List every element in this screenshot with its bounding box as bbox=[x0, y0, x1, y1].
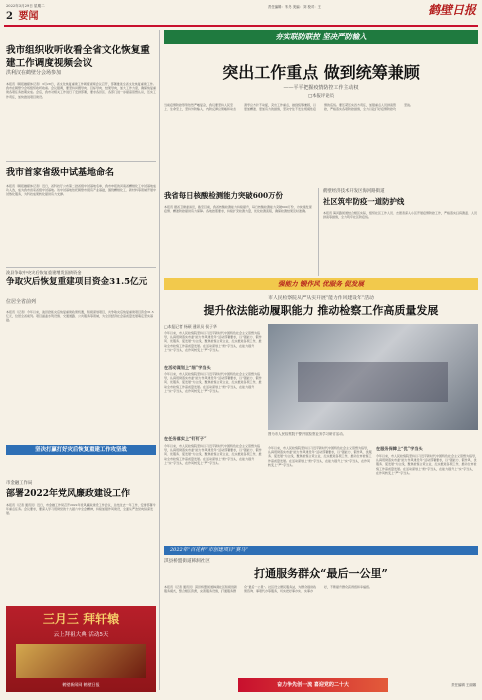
lower-body-2: 今年以来，市人民检察院坚持以习近平新时代中国特色社会主义思想为指导，认真贯彻落实市委“能力作风建设年”活动部署要求，以“强能力、锻作风、优服务、促发展”为主线，聚焦检察主责主业，扎实推进各项工作，推动全市检察工作高质量发展。在活动谋划上“细”字当头，在能力提升上“实”字当头，在作风转变上“严”字当头。 bbox=[164, 372, 262, 393]
bottom-strip: 2022年“百花杯”市创建项目“赛马” bbox=[170, 547, 248, 553]
header-rule bbox=[4, 25, 478, 27]
lower-body: 今年以来，市人民检察院坚持以习近平新时代中国特色社会主义思想为指导，认真贯彻落实市委“能力作风建设年”活动部署要求，以“强能力、锻作风、优服务、促发展”为主线，聚焦检察主责主业，扎实推进各项工作，推动全市检察工作高质量发展。在活动谋划上“细”字当头，在能力提升上“实”字当头，在作风转变上“严”字当头。 bbox=[164, 331, 262, 352]
lower-body-5: 今年以来，市人民检察院坚持以习近平新时代中国特色社会主义思想为指导，认真贯彻落实市委“能力作风建设年”活动部署要求，以“强能力、锻作风、优服务、促发展”为主线，聚焦检察主责主业，扎实推进各项工作，推动全市检察工作高质量发展。在活动谋划上“细”字当头，在能力提升上“实”字当头，在作风转变上“严”字当头。 bbox=[376, 454, 478, 475]
lower-photo bbox=[268, 324, 478, 430]
feature-byline: □本报评论员 bbox=[307, 94, 335, 99]
a2-title: 我市首家省级中试基地命名 bbox=[6, 168, 115, 178]
b1-body: 本报讯 据省卫健委消息，截至目前，我省核酸检测能力持续提升，每日核酸检测能力突破600万份，为快速发现疫情、精准防控提供有力保障。各地按照要求，持续扩充检测力量，优化检测流程，确保检测结果及时准确。 bbox=[164, 205, 312, 214]
column-divider bbox=[318, 188, 319, 276]
a1-sub: 洪利汉在鹤壁分会场参加 bbox=[6, 70, 62, 76]
a3-body: 本报讯（记者）今年以来，浚县抢抓灾后恢复重建政策机遇，积极谋划项目，共争取灾后恢复重建项目资金31.5亿元，位居全省前列。项目涵盖水利设施、交通道路、公共服务等领域，为全县经济社会高质量发展奠定坚实基础。 bbox=[6, 310, 154, 323]
ad-title: 三月三 拜轩辕 bbox=[42, 612, 120, 626]
feature-body: 当前疫情防控形势依然严峻复杂，我们要坚持人民至上、生命至上，坚持外防输入、内防反弹总策略和动态清零总方针不动摇，突出工作重点，做到统筹兼顾，以更加精准、更加有力的措施，坚决守住不发生规模性疫情的底线。要压紧压实四方责任，加强重点人员排查管控，严格落实各项防控措施，全力以赴打好疫情防控攻坚战。 bbox=[164, 103, 414, 112]
column-divider bbox=[159, 30, 160, 690]
lower-kicker: 市人民检察院从严从实开展“能力作风建设年”活动 bbox=[268, 296, 374, 301]
a1-body: 本报讯（鹤报融媒体记者）3月28日，省文化恢复重建工作调度视频会议召开，部署推进全省文化恢复重建工作。我市在鹤壁分会场组织收听收看。会议强调，要坚持问题导向、目标导向、结果导向，加大工作力度，确保恢复重建各项任务按期完成。会后，我市对相关工作进行了安排部署，要求各县区、各部门进一步提高思想认识，压实工作责任，加快推进项目建设。 bbox=[6, 82, 156, 99]
b2-kicker: 鹤壁经济技术开发区海河路街道 bbox=[323, 189, 385, 194]
b1-title: 我省每日核酸检测能力突破600万份 bbox=[164, 191, 283, 200]
page-num: 2 bbox=[6, 11, 13, 22]
lower-body-3: 今年以来，市人民检察院坚持以习近平新时代中国特色社会主义思想为指导，认真贯彻落实市委“能力作风建设年”活动部署要求，以“强能力、锻作风、优服务、促发展”为主线，聚焦检察主责主业，扎实推进各项工作，推动全市检察工作高质量发展。在活动谋划上“细”字当头，在能力提升上“实”字当头，在作风转变上“严”字当头。 bbox=[164, 444, 262, 465]
festival-ad bbox=[6, 606, 156, 692]
photo-caption: 图为市人民检察院干警开展检察业务学习研讨活动。 bbox=[268, 432, 346, 436]
bottom-body: 本报讯（记者 通讯员）淇县桥盟街道韩洞社区积极创新服务模式，整合辖区资源，完善服务设施，打通服务群众“最后一公里”。社区设立便民服务站，为群众提供政策咨询、事项代办等服务，切实把好事办实、实事办好，不断提升群众获得感和幸福感。 bbox=[164, 585, 373, 594]
lower-banner-bg bbox=[164, 278, 478, 290]
footer-ad-bg bbox=[238, 678, 388, 692]
feature-headline: 突出工作重点 做到统筹兼顾 bbox=[222, 63, 420, 82]
feature-banner-bg bbox=[164, 30, 478, 44]
a4-title: 部署2022年党风廉政建设工作 bbox=[6, 489, 131, 499]
photo-people bbox=[298, 362, 448, 402]
ad-footer: 鹤壁新闻网 鹤壁日报 bbox=[62, 682, 100, 687]
lower-headline: 提升依法能动履职能力 推动检察工作高质量发展 bbox=[203, 304, 439, 317]
bottom-headline: 打通服务群众“最后一公里” bbox=[254, 567, 388, 580]
footer-editor: 责任编辑 王丽娜 bbox=[451, 683, 476, 687]
bottom-strip-bg bbox=[164, 546, 478, 555]
a4-kicker: 市金融工作局 bbox=[6, 481, 33, 486]
a1-title: 我市组织收听收看全省文化恢复重建工作调度视频会议 bbox=[6, 45, 150, 69]
divider bbox=[6, 267, 156, 268]
slogan-band: 坚决打赢打好灾后恢复重建工作攻坚战 bbox=[6, 445, 156, 455]
feature-sub: ——平平把握疫情防控工作主动权 bbox=[283, 85, 359, 91]
divider bbox=[6, 161, 156, 162]
subhead-2: 在任务落实上“钉钉子” bbox=[164, 436, 207, 441]
lower-banner: 强能力 锻作风 优服务 促发展 bbox=[277, 280, 364, 288]
bottom-kicker: 淇县桥盟街道韩洞社区 bbox=[164, 559, 210, 564]
b2-body: 本报讯 海河路街道结合辖区实际，组织社区工作人员、志愿者深入小区开展疫情防控工作，严格落实扫码测温、人员排查等措施，全力筑牢社区防疫线。 bbox=[323, 211, 477, 220]
a4-body: 本报讯（记者 通讯员）近日，市金融工作局召开2022年党风廉政建设工作会议，总结过去一年工作，安排部署今年重点任务。会议要求，要深入学习贯彻党的十九届六中全会精神，持续加强作风建设，全面从严治党向纵深发展。 bbox=[6, 503, 156, 516]
ad-sub: 云上拜祖大典 活动5天 bbox=[53, 632, 109, 638]
subhead-3: 在服务保障上“优”字当头 bbox=[376, 446, 423, 451]
header-editors: 责任编辑：朱冬 美编：刘 校对：王 bbox=[268, 5, 322, 9]
ad-image bbox=[16, 644, 146, 678]
b2-title: 社区筑牢防疫一道防护线 bbox=[323, 197, 405, 206]
lower-body-4: 今年以来，市人民检察院坚持以习近平新时代中国特色社会主义思想为指导，认真贯彻落实市委“能力作风建设年”活动部署要求，以“强能力、锻作风、优服务、促发展”为主线，聚焦检察主责主业，扎实推进各项工作，推动全市检察工作高质量发展。在活动谋划上“细”字当头，在能力提升上“实”字当头，在作风转变上“严”字当头。 bbox=[268, 446, 372, 467]
page-number bbox=[6, 11, 38, 23]
a2-body: 本报讯（鹤报融媒体记者）近日，省科技厅公布第二批省级中试基地名单，我市申报的河南省精细化工中试基地成功入选，成为我市首家省级中试基地。该中试基地依托鹤壁市现有产业基础，围绕精细化工、新材料等领域开展中试熟化服务，为科技成果转化提供有力支撑。 bbox=[6, 184, 156, 197]
a3-kicker: 浚县争取中央灾后恢复重建增发国债资金 bbox=[6, 270, 82, 275]
footer-ad: 奋力争先创一流 喜迎党的二十大 bbox=[277, 682, 349, 688]
a3-title: 争取灾后恢复重建项目资金31.5亿元 bbox=[6, 277, 148, 287]
header-date: 2022年3月29日 星期二 bbox=[6, 4, 45, 8]
lower-byline: □本报记者 杨硕 通讯员 侯子华 bbox=[164, 324, 217, 329]
feature-banner: 夯实联防联控 坚决严防输入 bbox=[275, 32, 367, 41]
page-section: 要闻 bbox=[18, 11, 39, 22]
subhead-1: 在活动谋划上“细”字当头 bbox=[164, 365, 211, 370]
a3-sub: 位居全省前列 bbox=[6, 299, 37, 305]
masthead-logo: 鹤壁日报 bbox=[428, 3, 477, 17]
